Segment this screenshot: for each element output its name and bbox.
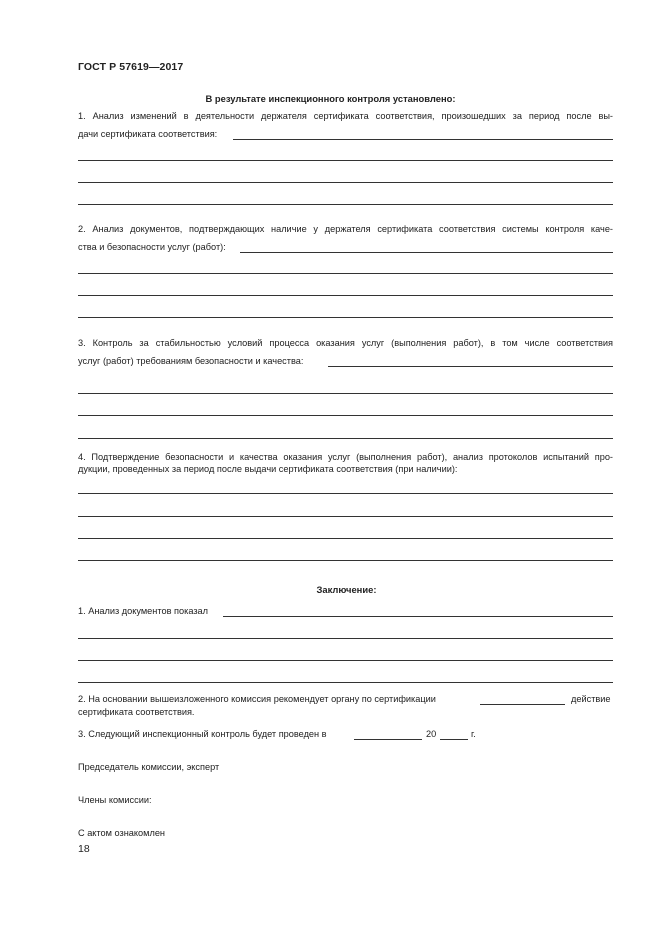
blank-line [78, 638, 613, 639]
item-3-line-1: 3. Контроль за стабильностью условий процесса оказания услуг (выполнения работ), в том числе соответствия [78, 338, 613, 348]
signature-members: Члены комиссии: [78, 795, 152, 805]
item-1-line-1: 1. Анализ изменений в деятельности держателя сертификата соответствия, произошедших за период после вы- [78, 111, 613, 121]
item-3-line-2: услуг (работ) требованиям безопасности и качества: [78, 356, 304, 366]
conclusion-item-1: 1. Анализ документов показал [78, 606, 209, 616]
item-2-line-1: 2. Анализ документов, подтверждающих наличие у держателя сертификата соответствия системы контроля каче- [78, 224, 613, 234]
item-4-line-1: 4. Подтверждение безопасности и качества оказания услуг (выполнения работ), анализ протоколов испытаний про- [78, 452, 613, 462]
blank-line [78, 182, 613, 183]
section-title: В результате инспекционного контроля установлено: [205, 93, 456, 104]
conclusion-1-fill-line [223, 616, 613, 617]
page-number: 18 [78, 843, 90, 855]
blank-line [78, 204, 613, 205]
blank-line [78, 538, 613, 539]
conclusion-3-year-line [440, 739, 468, 740]
conclusion-item-3-end: г. [471, 729, 476, 739]
blank-line [78, 516, 613, 517]
blank-line [78, 295, 613, 296]
signature-acknowledged: С актом ознакомлен [78, 828, 165, 838]
conclusion-item-2-line-2: сертификата соответствия. [78, 707, 195, 717]
item-2-fill-line [240, 252, 613, 253]
blank-line [78, 560, 613, 561]
blank-line [78, 160, 613, 161]
blank-line [78, 438, 613, 439]
conclusion-title: Заключение: [316, 584, 377, 595]
item-1-fill-line [233, 139, 613, 140]
item-3-fill-line [328, 366, 613, 367]
blank-line [78, 393, 613, 394]
conclusion-2-fill-line [480, 704, 565, 705]
conclusion-item-3-year: 20 [426, 729, 437, 739]
blank-line [78, 493, 613, 494]
conclusion-item-3-start: 3. Следующий инспекционный контроль будет проведен в [78, 729, 327, 739]
conclusion-3-date-line [354, 739, 422, 740]
conclusion-item-2-start: 2. На основании вышеизложенного комиссия рекомендует органу по сертификации [78, 694, 436, 704]
blank-line [78, 415, 613, 416]
conclusion-item-2-end: действие [571, 694, 611, 704]
blank-line [78, 682, 613, 683]
blank-line [78, 273, 613, 274]
document-header: ГОСТ Р 57619—2017 [78, 61, 184, 73]
item-4-line-2: дукции, проведенных за период после выдачи сертификата соответствия (при наличии): [78, 464, 458, 474]
blank-line [78, 317, 613, 318]
item-2-line-2: ства и безопасности услуг (работ): [78, 242, 226, 252]
signature-chair: Председатель комиссии, эксперт [78, 762, 220, 772]
blank-line [78, 660, 613, 661]
item-1-line-2: дачи сертификата соответствия: [78, 129, 218, 139]
